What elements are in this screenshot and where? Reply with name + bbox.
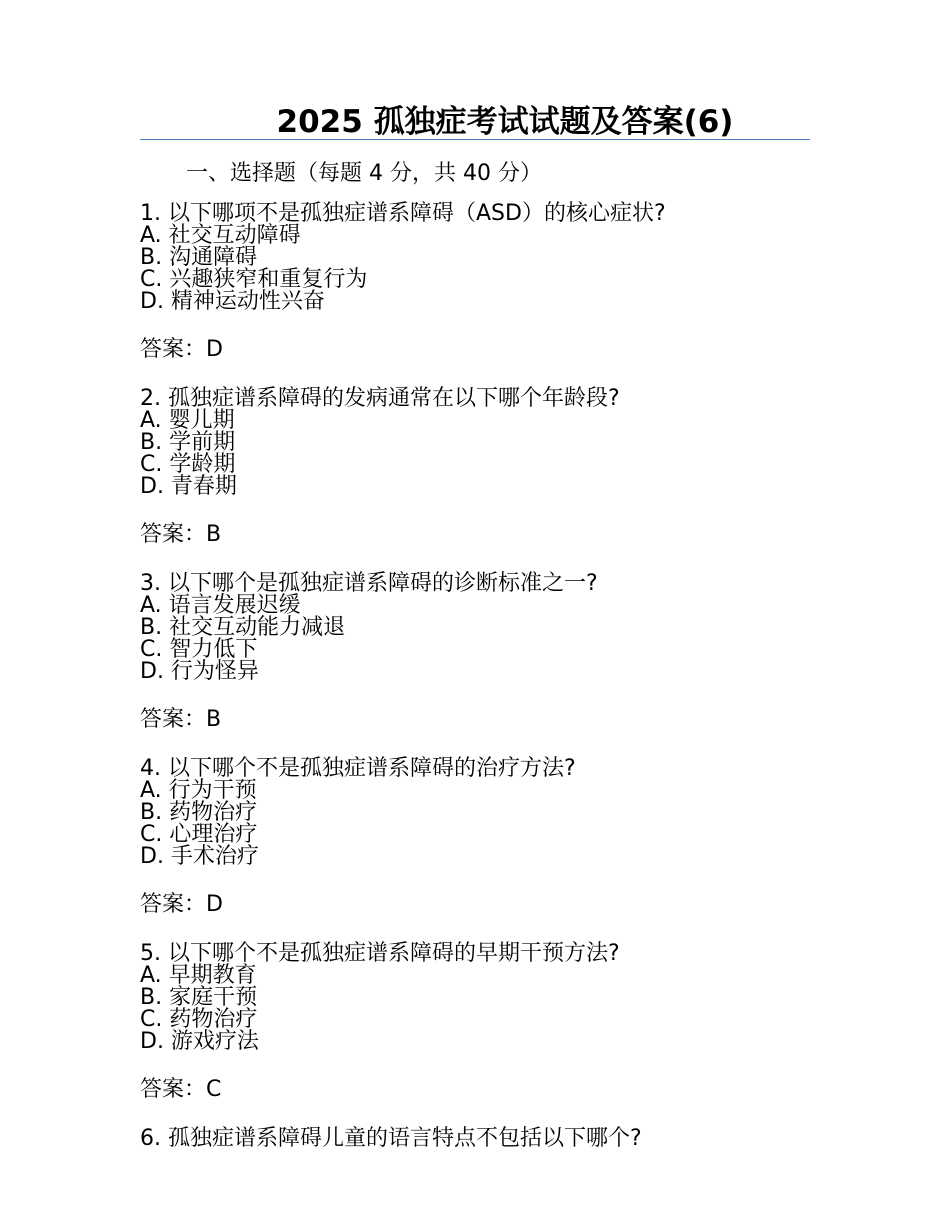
option-d: D. 精神运动性兴奋 — [140, 289, 325, 314]
option-d: D. 行为怪异 — [140, 659, 259, 684]
option-a: A. 社交互动障碍 — [140, 223, 301, 248]
question-text: 5. 以下哪个不是孤独症谱系障碍的早期干预方法? — [140, 941, 620, 966]
option-a: A. 行为干预 — [140, 778, 257, 803]
question-text: 2. 孤独症谱系障碍的发病通常在以下哪个年龄段? — [140, 386, 620, 411]
option-d: D. 青春期 — [140, 474, 237, 499]
option-a: A. 早期教育 — [140, 963, 257, 988]
question-1 — [140, 202, 820, 362]
option-b: B. 学前期 — [140, 430, 236, 455]
option-b: B. 家庭干预 — [140, 985, 258, 1010]
answer-line: 答案：B — [140, 707, 222, 732]
question-list — [140, 202, 820, 1175]
option-c: C. 学龄期 — [140, 452, 236, 477]
title-underline — [140, 139, 810, 140]
section-heading: 一、选择题（每题 4 分，共 40 分） — [186, 161, 542, 186]
option-b: B. 药物治疗 — [140, 800, 258, 825]
answer-line: 答案：D — [140, 337, 223, 362]
question-5 — [140, 942, 820, 1102]
option-c: C. 药物治疗 — [140, 1007, 258, 1032]
option-b: B. 沟通障碍 — [140, 245, 258, 270]
option-a: A. 语言发展迟缓 — [140, 593, 301, 618]
answer-line: 答案：C — [140, 1077, 222, 1102]
option-d: D. 手术治疗 — [140, 844, 259, 869]
answer-line: 答案：B — [140, 522, 222, 547]
question-text: 1. 以下哪项不是孤独症谱系障碍（ASD）的核心症状? — [140, 201, 666, 226]
option-a: A. 婴儿期 — [140, 408, 235, 433]
question-3 — [140, 572, 820, 732]
option-c: C. 智力低下 — [140, 637, 258, 662]
question-text: 4. 以下哪个不是孤独症谱系障碍的治疗方法? — [140, 756, 576, 781]
question-2 — [140, 387, 820, 547]
option-c: C. 心理治疗 — [140, 822, 258, 847]
option-d: D. 游戏疗法 — [140, 1029, 259, 1054]
answer-line: 答案：D — [140, 892, 223, 917]
document-title: 2025 孤独症考试试题及答案(6) — [276, 104, 734, 140]
option-b: B. 社交互动能力减退 — [140, 615, 346, 640]
question-text: 3. 以下哪个是孤独症谱系障碍的诊断标准之一? — [140, 571, 598, 596]
question-6 — [140, 1127, 820, 1150]
question-text: 6. 孤独症谱系障碍儿童的语言特点不包括以下哪个? — [140, 1126, 642, 1151]
question-4 — [140, 757, 820, 917]
option-c: C. 兴趣狭窄和重复行为 — [140, 267, 368, 292]
